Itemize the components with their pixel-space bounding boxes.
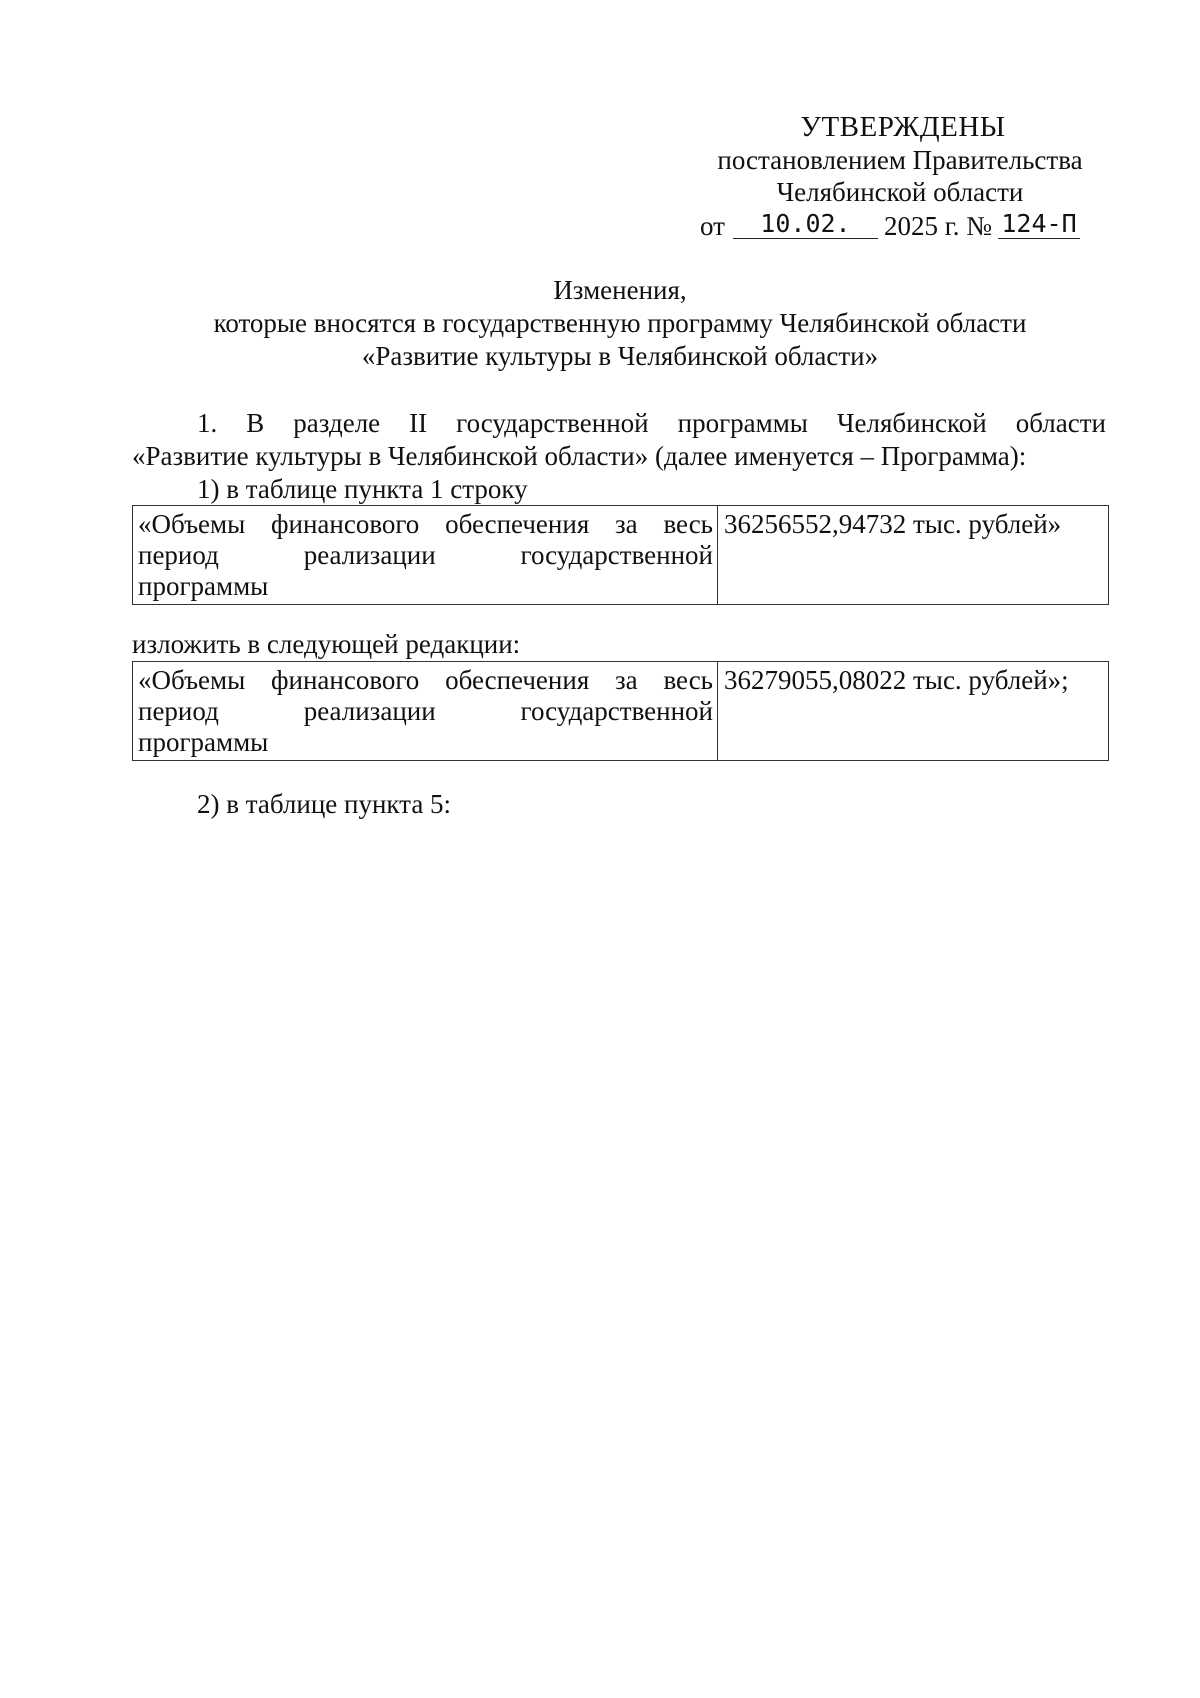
approval-block <box>700 110 1100 244</box>
heading-subtitle: которые вносятся в государственную программу Челябинской области <box>213 308 1027 338</box>
table-old-label-cell <box>133 506 718 605</box>
table-new-label-line-2: период реализации государственной <box>138 696 713 726</box>
item-1-text: 1) в таблице пункта 1 строку <box>197 474 528 504</box>
approval-prefix-from: от <box>700 211 725 241</box>
approval-title: УТВЕРЖДЕНЫ <box>800 111 1006 143</box>
approval-date-field: 10.02. <box>733 210 878 239</box>
table-old-row <box>132 505 1109 605</box>
table-new-label-line-3: программы <box>138 727 269 757</box>
restate-text: изложить в следующей редакции: <box>132 629 521 659</box>
approval-line-decree: постановлением Правительства <box>717 145 1083 175</box>
table-old-value: 36256552,94732 тыс. рублей» <box>724 509 1062 539</box>
table-old-label-line-1: «Объемы финансового обеспечения за весь <box>138 509 713 539</box>
table-new-value: 36279055,08022 тыс. рублей»; <box>724 665 1069 695</box>
table-new-row <box>132 661 1109 761</box>
approval-date-line <box>700 208 1100 244</box>
approval-number-field: 124-П <box>998 210 1080 239</box>
table-new-label-line-1: «Объемы финансового обеспечения за весь <box>138 665 713 695</box>
paragraph-1-line-1: 1. В разделе II государственной программы Челябинской области <box>197 408 1106 438</box>
table-row <box>133 662 1109 761</box>
table-old-label-line-3: программы <box>138 571 269 601</box>
table-row <box>133 506 1109 605</box>
table-new-value-cell <box>718 662 1109 761</box>
heading-program-name: «Развитие культуры в Челябинской области» <box>361 341 879 371</box>
item-2-text: 2) в таблице пункта 5: <box>197 789 452 819</box>
table-old-label-line-2: период реализации государственной <box>138 540 713 570</box>
approval-year-text: 2025 г. № <box>883 211 992 241</box>
document-heading <box>120 274 1120 373</box>
paragraph-1-line-2: «Развитие культуры в Челябинской области» (далее именуется – Программа): <box>132 441 1027 471</box>
table-new-label-cell <box>133 662 718 761</box>
heading-title: Изменения, <box>553 275 687 305</box>
approval-line-region: Челябинской области <box>776 177 1024 207</box>
table-old-value-cell <box>718 506 1109 605</box>
